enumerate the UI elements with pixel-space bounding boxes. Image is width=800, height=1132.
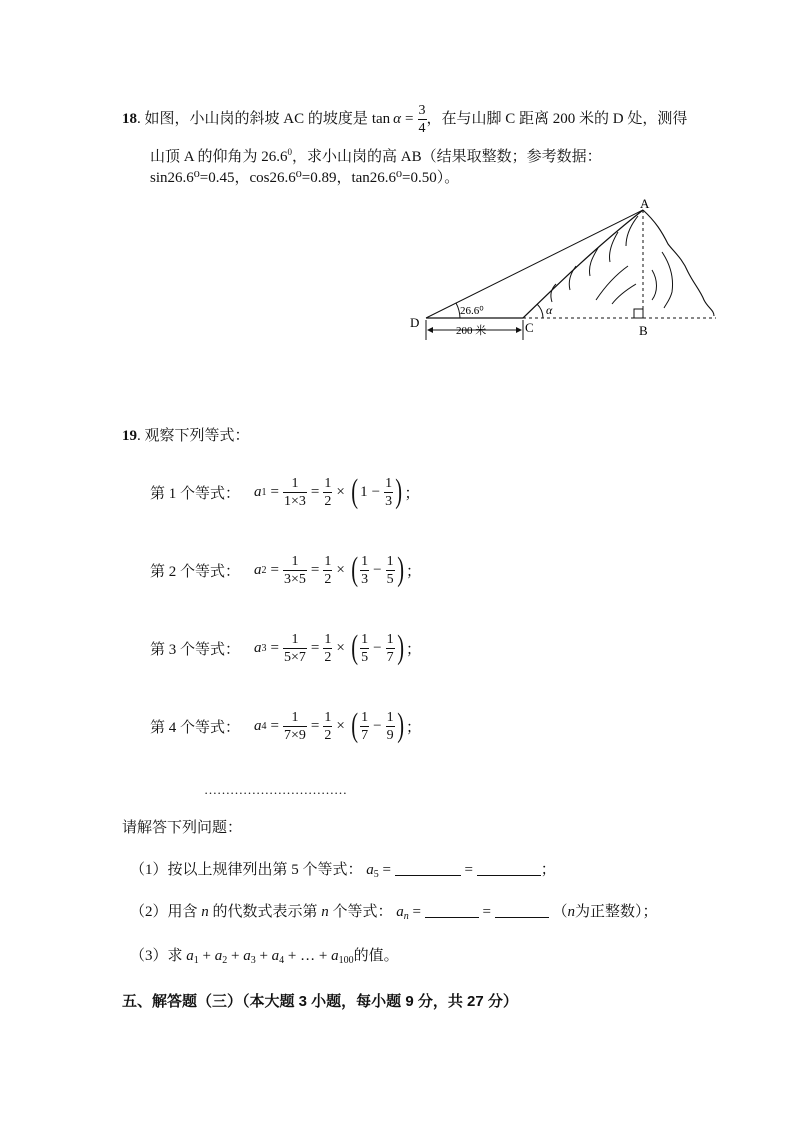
eq4-num: 1 — [291, 709, 299, 725]
line-DA — [426, 210, 643, 318]
eq2-p1d: 3 — [361, 571, 369, 587]
mountain-ridge-1 — [662, 252, 673, 308]
part1-blank-1[interactable] — [395, 861, 461, 876]
eq3-half — [323, 631, 332, 666]
eq3-a: a — [254, 639, 262, 656]
equation-4-math: a 4 = $\frac{1}{7\times 9}$ = $\frac{1}{2}$ × ( $\frac{1}{7}$ − $\frac{1}{9}$ ) ； — [254, 707, 421, 744]
eq2-p2n: 1 — [386, 553, 394, 569]
q19-dots: …………………………… — [204, 782, 347, 797]
eq2-p2 — [386, 553, 395, 588]
eq4-half — [323, 709, 332, 744]
q18-line3 — [150, 168, 459, 188]
label-distance: 200 米 — [456, 325, 487, 337]
eq4-end: ； — [405, 719, 421, 736]
eq2-a: a — [254, 561, 262, 578]
label-angle-D: 26.6⁰ — [460, 305, 484, 317]
slope-hatch-1 — [626, 216, 638, 246]
eq2-frac — [283, 553, 307, 588]
eq1-den: 1×3 — [283, 493, 306, 509]
part2-post1: （ — [552, 904, 568, 920]
right-angle-mark — [634, 309, 643, 318]
part1-eq: = — [382, 862, 391, 878]
part3-a2: a — [214, 948, 223, 964]
q18-tan: tan — [371, 111, 391, 127]
eq4-p2d: 9 — [386, 727, 394, 743]
eq2-p1n: 1 — [361, 553, 369, 569]
eq3-sub: 3 — [261, 642, 267, 654]
part3-a4: a — [271, 948, 280, 964]
label-angle-C: α — [546, 303, 553, 317]
equation-2-label: 第 2 个等式： — [150, 563, 241, 580]
q18-frac-num: 3 — [418, 102, 426, 118]
part3-a1: a — [186, 948, 194, 964]
equation-4-label: 第 4 个等式： — [150, 719, 241, 736]
q19-part1 — [130, 860, 556, 885]
eq2-half — [323, 553, 332, 588]
part2-post2: 为正整数）； — [575, 904, 658, 920]
label-C: C — [525, 320, 534, 335]
eq1-minus: − — [371, 483, 381, 500]
eq2-half-d: 2 — [324, 571, 332, 587]
part1-sub: 5 — [373, 869, 379, 880]
equation-3-label: 第 3 个等式： — [150, 641, 241, 658]
eq1-a: a — [254, 483, 262, 500]
q18-text1a: . 如图，小山岗的斜坡 AC 的坡度是 — [137, 111, 368, 127]
eq1-end: ； — [404, 485, 420, 502]
eq3-p1n: 1 — [361, 631, 369, 647]
part2-mid: 的代数式表示第 — [212, 904, 318, 920]
q18-text3: sin26.6⁰=0.45，cos26.6⁰=0.89，tan26.6⁰=0.50）。 — [150, 170, 460, 186]
q19-intro — [122, 426, 250, 446]
part1-a: a — [366, 862, 374, 878]
part3-s1: 1 — [193, 955, 199, 966]
eq1-sub: 1 — [261, 486, 267, 498]
q18-figure — [400, 192, 730, 342]
eq1-p2n: 1 — [385, 475, 393, 491]
q18-text2b: ，求小山岗的高 AB（结果取整数；参考数据： — [292, 149, 602, 165]
eq3-half-n: 1 — [324, 631, 332, 647]
slope-AC — [523, 210, 643, 318]
q19-intro-text: . 观察下列等式： — [137, 428, 250, 444]
eq3-frac — [283, 631, 307, 666]
equation-4 — [150, 706, 421, 746]
eq2-num: 1 — [291, 553, 299, 569]
eq1-p1: 1 — [360, 483, 368, 500]
section-5-title: 五、解答题（三）（本大题 3 小题，每小题 9 分，共 27 分） — [122, 993, 518, 1010]
eq3-minus: − — [373, 639, 382, 656]
eq2-den: 3×5 — [283, 571, 306, 587]
dist-arrow-right — [516, 327, 522, 333]
eq1-p2 — [384, 475, 393, 510]
eq4-p2n: 1 — [386, 709, 394, 725]
eq2-minus: − — [373, 561, 382, 578]
eq2-p2d: 5 — [386, 571, 394, 587]
q19-part2 — [130, 902, 658, 927]
equation-3-math: a 3 = $\frac{1}{5\times 7}$ = $\frac{1}{2}$ × ( $\frac{1}{5}$ − $\frac{1}{7}$ ) ； — [254, 629, 421, 666]
eq2-sub: 2 — [261, 564, 267, 576]
angle-arc-C — [537, 304, 543, 318]
q18-frac-den: 4 — [418, 120, 426, 136]
part1-end: ； — [540, 862, 556, 878]
part2-eq2: = — [482, 904, 491, 920]
part3-plus-4: + — [287, 948, 297, 964]
eq4-p2 — [386, 709, 395, 744]
part3-plus-3: + — [259, 948, 268, 964]
part2-a: a — [396, 904, 404, 920]
eq3-p1 — [360, 631, 369, 666]
q18-text2a: 山顶 A 的仰角为 26.6 — [150, 149, 288, 165]
eq3-p2n: 1 — [386, 631, 394, 647]
part2-sub: n — [403, 911, 409, 922]
part3-a3: a — [243, 948, 251, 964]
eq4-a: a — [254, 717, 262, 734]
equation-2 — [150, 550, 421, 590]
eq4-minus: − — [373, 717, 382, 734]
part2-n2: n — [321, 904, 329, 920]
equation-1 — [150, 472, 419, 512]
part3-s4: 4 — [279, 955, 285, 966]
eq4-sub: 4 — [261, 720, 267, 732]
equation-1-label: 第 1 个等式： — [150, 485, 241, 502]
eq1-half — [323, 475, 332, 510]
mountain-ridge-2 — [652, 270, 657, 300]
part1-blank-2[interactable] — [477, 861, 541, 876]
eq3-p2 — [386, 631, 395, 666]
part3-ellipsis: … — [300, 948, 316, 964]
part3-pre: （3）求 — [130, 948, 183, 964]
part3-plus-1: + — [202, 948, 211, 964]
eq2-half-n: 1 — [324, 553, 332, 569]
eq3-p2d: 7 — [386, 649, 394, 665]
eq3-num: 1 — [291, 631, 299, 647]
eq4-p1d: 7 — [361, 727, 369, 743]
label-B: B — [639, 323, 648, 338]
q18-deg: 0 — [287, 147, 293, 157]
label-A: A — [640, 196, 650, 211]
dist-arrow-left — [427, 327, 433, 333]
eq1-frac — [283, 475, 307, 510]
part2-n3: n — [567, 904, 575, 920]
eq3-end: ； — [405, 641, 421, 658]
q18-alpha: α — [393, 111, 402, 127]
eq4-half-d: 2 — [324, 727, 332, 743]
mountain-ridge-4 — [612, 284, 636, 304]
eq4-den: 7×9 — [283, 727, 306, 743]
eq3-den: 5×7 — [283, 649, 306, 665]
eq2-p1 — [360, 553, 369, 588]
q18-line1 — [122, 104, 687, 134]
label-D: D — [410, 315, 420, 330]
part3-s3: 3 — [250, 955, 256, 966]
eq1-num: 1 — [291, 475, 299, 491]
part1-eq2: = — [464, 862, 473, 878]
q18-text1b: ，在与山脚 C 距离 200 米的 D 处，测得 — [426, 111, 688, 127]
eq3-half-d: 2 — [324, 649, 332, 665]
q19-number: 19 — [122, 428, 137, 444]
equation-2-math: a 2 = $\frac{1}{3\times 5}$ = $\frac{1}{2}$ × ( $\frac{1}{3}$ − $\frac{1}{5}$ ) ； — [254, 551, 421, 588]
q18-line2 — [150, 142, 602, 167]
q19-part3 — [130, 946, 399, 971]
part3-plus-2: + — [230, 948, 240, 964]
equation-3 — [150, 628, 421, 668]
q18-number: 18 — [122, 111, 137, 127]
eq3-p1d: 5 — [361, 649, 369, 665]
eq1-half-d: 2 — [324, 493, 332, 509]
part2-blank-2[interactable] — [495, 903, 549, 918]
mountain-ridge-3 — [596, 266, 628, 300]
part2-eq: = — [412, 904, 422, 920]
eq2-end: ； — [405, 563, 421, 580]
eq4-frac — [283, 709, 307, 744]
part1-pre: （1）按以上规律列出第 5 个等式： — [130, 862, 363, 878]
eq1-half-n: 1 — [324, 475, 332, 491]
part2-n: n — [201, 904, 209, 920]
mountain-outline — [643, 210, 714, 316]
eq1-p2d: 3 — [385, 493, 393, 509]
part3-a100: a — [331, 948, 339, 964]
eq4-p1 — [360, 709, 369, 744]
part3-s100: 100 — [338, 955, 354, 966]
eq4-half-n: 1 — [324, 709, 332, 725]
part2-mid2: 个等式： — [332, 904, 393, 920]
part3-post: 的值。 — [353, 948, 399, 964]
equation-1-math: a 1 = $\frac{1}{1\times 3}$ = $\frac{1}{2}$ × ( 1 − $\frac{1}{3}$ ) ； — [254, 473, 420, 510]
q18-fraction — [418, 102, 427, 137]
part2-pre: （2）用含 — [130, 904, 198, 920]
part3-plus-5: + — [318, 948, 328, 964]
eq4-p1n: 1 — [361, 709, 369, 725]
q18-eq: = — [405, 111, 414, 127]
q19-prompt: 请解答下列问题： — [122, 820, 243, 836]
part2-blank-1[interactable] — [425, 903, 479, 918]
slope-hatch-4 — [569, 266, 576, 290]
part3-s2: 2 — [222, 955, 228, 966]
